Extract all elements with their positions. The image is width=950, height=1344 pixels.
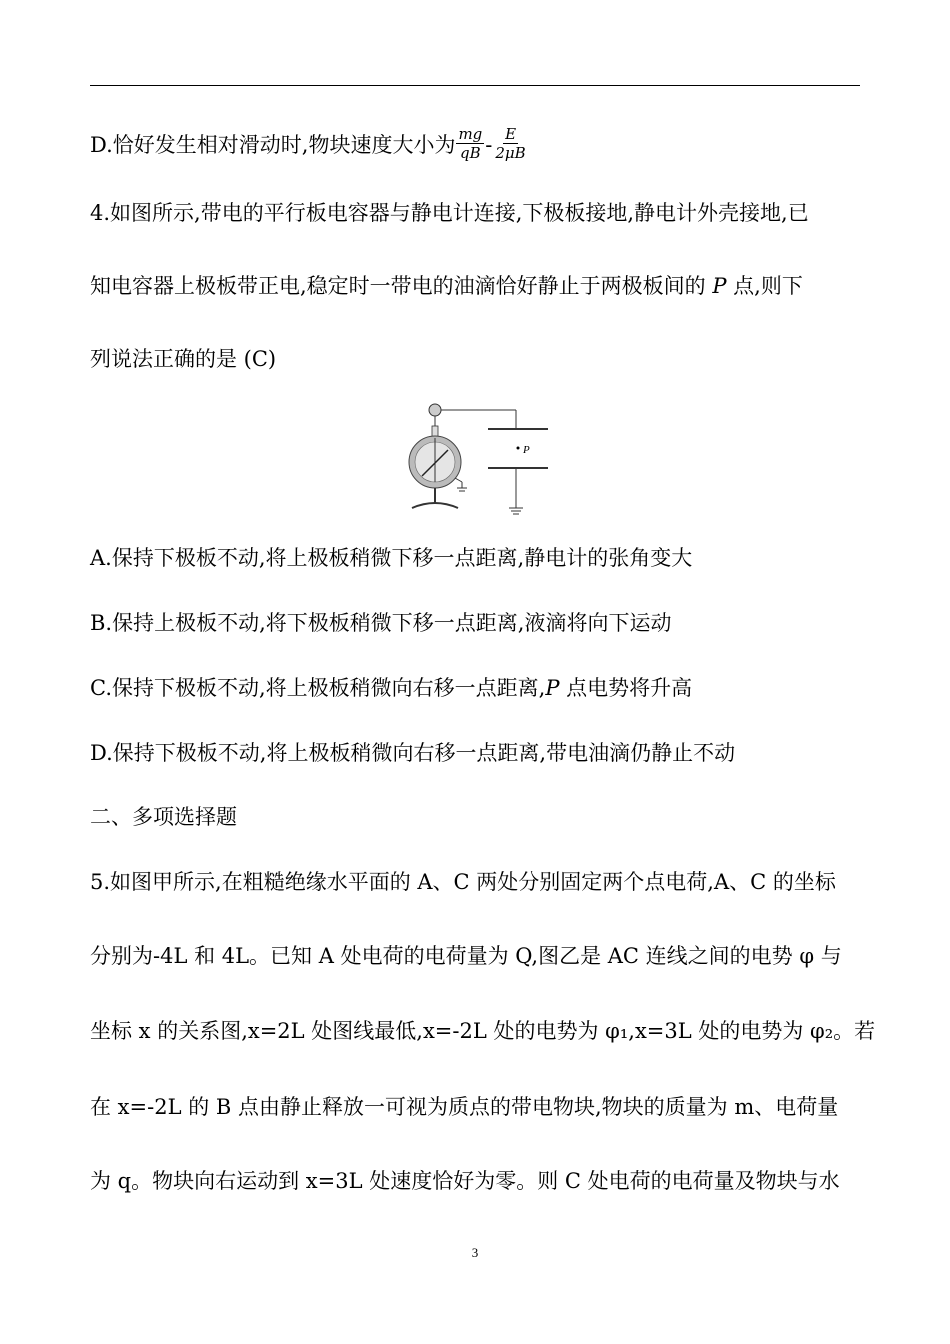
minus-sign: - [485,133,493,157]
figure-label-p: P [523,444,530,456]
fraction-e-2ub [493,125,527,162]
point-p: P [545,676,560,700]
fraction-denominator: 2μB [495,144,526,162]
q4-option-c-b: 点电势将升高 [559,676,693,700]
case-ground-wire [455,478,462,482]
q5-line-2: 分别为-4L 和 4L。已知 A 处电荷的电荷量为 Q,图乙是 AC 连线之间的电势 φ 与 [90,944,842,968]
fraction-mg-qb [456,125,484,162]
q3-option-d-text: D.恰好发生相对滑动时,物块速度大小为 [90,133,456,157]
fraction-denominator: qB [460,144,481,162]
electrometer-base [412,503,458,508]
capacitor-electrometer-figure [400,396,560,526]
q4-line-2-a: 知电容器上极板带正电,稳定时一带电的油滴恰好静止于两极板间的 [90,274,713,298]
q3-option-d [90,125,865,165]
q4-option-b: B.保持上极板不动,将下极板稍微下移一点距离,液滴将向下运动 [90,611,672,635]
point-p: P [712,274,727,298]
electrometer-ball [429,404,441,416]
section-heading: 二、多项选择题 [90,805,237,829]
q4-option-c [90,673,865,703]
q4-option-a: A.保持下极板不动,将上极板稍微下移一点距离,静电计的张角变大 [90,546,693,570]
page-number: 3 [471,1245,479,1260]
q4-option-d: D.保持下极板不动,将上极板稍微向右移一点距离,带电油滴仍静止不动 [90,741,736,765]
q4-line-2 [90,271,865,301]
q4-line-1: 4.如图所示,带电的平行板电容器与静电计连接,下极板接地,静电计外壳接地,已 [90,201,809,225]
q4-line-2-b: 点,则下 [726,274,803,298]
q4-line-3: 列说法正确的是 (C) [90,347,277,371]
q5-line-5: 为 q。物块向右运动到 x=3L 处速度恰好为零。则 C 处电荷的电荷量及物块与水 [90,1169,840,1193]
header-rule [90,85,860,86]
q5-line-1: 5.如图甲所示,在粗糙绝缘水平面的 A、C 两处分别固定两个点电荷,A、C 的坐标 [90,870,836,894]
q5-line-3: 坐标 x 的关系图,x=2L 处图线最低,x=-2L 处的电势为 φ₁,x=3L 处的电势为 φ₂。若 [90,1019,876,1043]
q4-option-c-a: C.保持下极板不动,将上极板稍微向右移一点距离, [90,676,546,700]
q5-line-4: 在 x=-2L 的 B 点由静止释放一可视为质点的带电物块,物块的质量为 m、电荷量 [90,1095,839,1119]
oil-drop [517,447,520,450]
fraction-numerator: E [505,125,517,143]
fraction-numerator: mg [458,125,483,143]
